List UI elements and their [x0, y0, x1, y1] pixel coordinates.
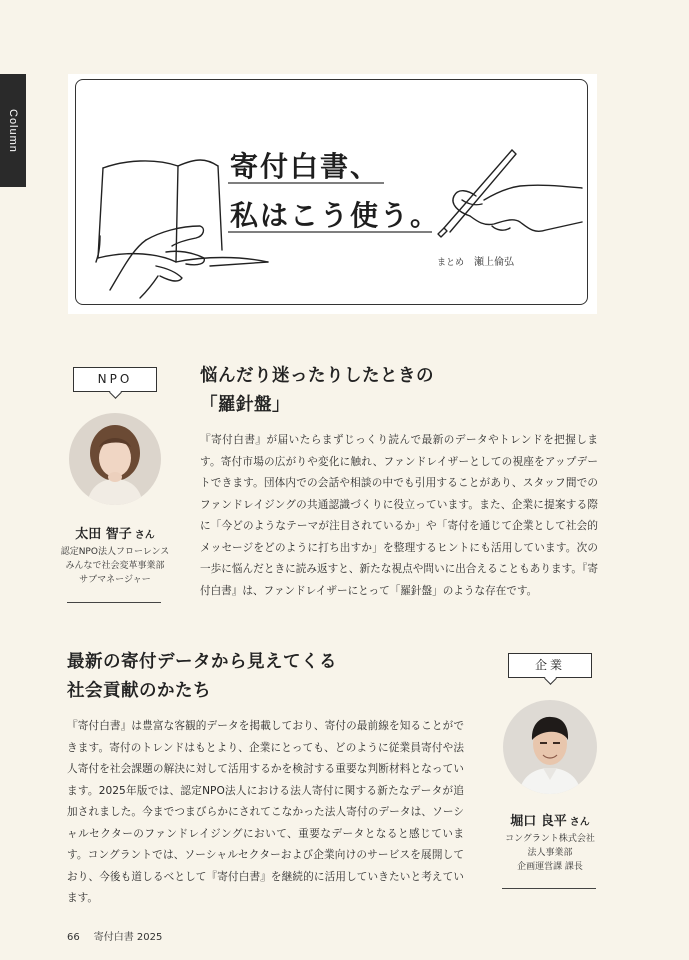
- company-name-suffix: さん: [569, 817, 590, 828]
- npo-tag: NPO: [73, 367, 157, 392]
- hero-credit: [437, 253, 514, 268]
- npo-person-name: [69, 523, 161, 542]
- company-affiliation-role: 企画運営課 課長: [517, 862, 583, 872]
- company-body: [67, 716, 464, 910]
- hero-title-line1: 寄付白書、: [230, 150, 381, 183]
- company-person-name: [503, 810, 597, 829]
- company-avatar: [503, 700, 597, 794]
- npo-heading-line1: 悩んだり迷ったりしたときの: [200, 366, 434, 386]
- credit-label: まとめ: [437, 258, 465, 268]
- company-heading-line1: 最新の寄付データから見えてくる: [67, 652, 337, 672]
- company-portrait: [503, 700, 597, 794]
- right-hand-drawing: [438, 150, 582, 237]
- publication-title: 寄付白書 2025: [93, 932, 163, 943]
- npo-rule: [67, 602, 161, 603]
- company-body-paragraph: 『寄付白書』は豊富な客観的データを掲載しており、寄付の最前線を知ることができます。寄付のトレンドはもとより、企業にとっても、どのように従業員寄付や法人寄付を社会課題の解決に対して活用するかを検討する重要な判断材料となっています。2025年版では、認定NPO法人における法人寄付に関する新たなデータが追加されました。今までつまびらかにされてこなかった法人寄付のデータは、ソーシャルセクターのファンドレイジングにおいて、重要なデータとなると感じています。コングラントでは、ソーシャルセクターおよび企業向けのサービスを展開しており、今後も道しるべとして『寄付白書』を継続的に活用していきたいと考えています。: [67, 720, 464, 904]
- npo-affiliation: [45, 545, 185, 587]
- npo-name-suffix: さん: [134, 530, 155, 541]
- page-footer: [67, 928, 162, 943]
- npo-avatar: [69, 413, 161, 505]
- company-name-text: 堀口 良平: [510, 814, 567, 829]
- company-heading-line2: 社会貢献のかたち: [67, 681, 211, 701]
- credit-name: 瀬上倫弘: [474, 257, 515, 268]
- page-number: 66: [67, 932, 80, 943]
- hero-title-line2: 私はこう使う。: [230, 199, 441, 232]
- company-tag: 企業: [508, 653, 592, 678]
- npo-name-text: 太田 智子: [75, 527, 132, 542]
- company-heading: [67, 648, 337, 706]
- company-affiliation-org: コングラント株式会社: [505, 834, 595, 844]
- npo-portrait: [69, 413, 161, 505]
- company-affiliation-dept: 法人事業部: [527, 848, 573, 858]
- side-tab-label: Column: [7, 108, 19, 153]
- npo-body: [200, 430, 598, 602]
- npo-heading-line2: 「羅針盤」: [200, 395, 290, 415]
- npo-body-paragraph: 『寄付白書』が届いたらまずじっくり読んで最新のデータやトレンドを把握します。寄付市場の広がりや変化に触れ、ファンドレイザーとしての視座をアップデートできます。団体内での会話や相談の中でも引用することがあり、スタッフ間でのファンドレイジングの共通認識づくりに役立っています。また、企業に提案する際に「今どのようなテーマが注目されているか」や「寄付を通じて企業として社会的メッセージをどのように打ち出すか」を整理するヒントにも活用しています。次の一歩に悩んだときに読み返すと、新たな視点や問いに出合えることもあります。『寄付白書』は、ファンドレイザーにとって「羅針盤」のような存在です。: [200, 434, 598, 597]
- company-affiliation: [480, 832, 620, 874]
- npo-affiliation-org: 認定NPO法人フローレンス: [60, 547, 170, 557]
- npo-affiliation-dept: みんなで社会変革事業部: [65, 561, 165, 571]
- left-hand-drawing: [110, 226, 204, 298]
- company-rule: [502, 888, 596, 889]
- npo-affiliation-role: サブマネージャー: [79, 575, 151, 585]
- npo-heading: [200, 362, 434, 420]
